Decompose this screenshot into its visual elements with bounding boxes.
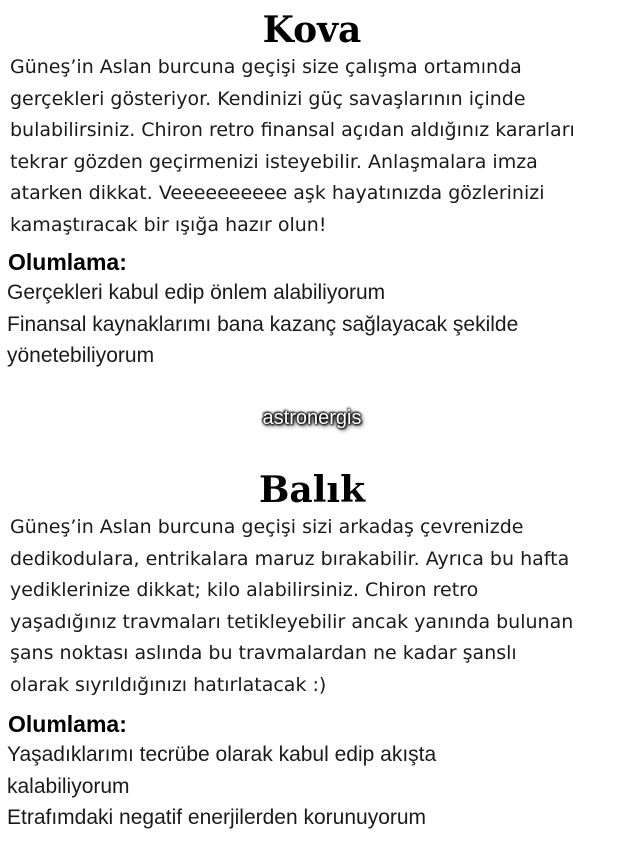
kova-line: gerçekleri gösteriyor. Kendinizi güç savaşlarının içinde (10, 87, 526, 110)
kova-affirmation-heading: Olumlama: (8, 249, 127, 275)
kova-title: Kova (262, 9, 362, 51)
balik-line: dedikodulara, entrikalara maruz bırakabilir. Ayrıca bu hafta (10, 547, 570, 570)
balik-line: olarak sıyrıldığınızı hatırlatacak :) (10, 673, 327, 696)
kova-affirmation-line: yönetebiliyorum (7, 344, 155, 367)
kova-line: atarken dikkat. Veeeeeeeeee aşk hayatınızda gözlerinizi (10, 182, 545, 204)
balik-line: yaşadığınız travmaları tetikleyebilir ancak yanında bulunan (10, 610, 574, 633)
balik-line: şans noktası aslında bu travmalardan ne kadar şanslı (10, 642, 517, 664)
balik-affirmation-heading: Olumlama: (8, 711, 127, 737)
balik-affirmation-line: kalabiliyorum (7, 774, 130, 798)
watermark: astronergis (262, 407, 362, 429)
balik-title: Balık (258, 469, 366, 511)
balik-affirmations (7, 739, 617, 834)
kova-line: bulabilirsiniz. Chiron retro finansal açıdan aldığınız kararları (10, 119, 575, 141)
kova-line: kamaştıracak bir ışığa hazır olun! (10, 213, 327, 236)
kova-description (10, 52, 616, 241)
kova-line: tekrar gözden geçirmenizi isteyebilir. Anlaşmalara imza (10, 150, 538, 173)
balik-line: yediklerinize dikkat; kilo alabilirsiniz. Chiron retro (10, 579, 479, 601)
kova-affirmation-line: Gerçekleri kabul edip önlem alabiliyorum (7, 281, 386, 304)
kova-line: Güneş’in Aslan burcuna geçişi size çalışma ortamında (10, 56, 522, 78)
balik-affirmation-line: Yaşadıklarımı tecrübe olarak kabul edip akışta (7, 743, 437, 766)
balik-line: Güneş’in Aslan burcuna geçişi sizi arkadaş çevrenizde (10, 516, 524, 538)
balik-description (10, 512, 616, 701)
balik-affirmation-line: Etrafımdaki negatif enerjilerden korunuyorum (7, 806, 427, 829)
kova-affirmations (7, 277, 617, 372)
kova-affirmation-line: Finansal kaynaklarımı bana kazanç sağlayacak şekilde (7, 312, 519, 336)
